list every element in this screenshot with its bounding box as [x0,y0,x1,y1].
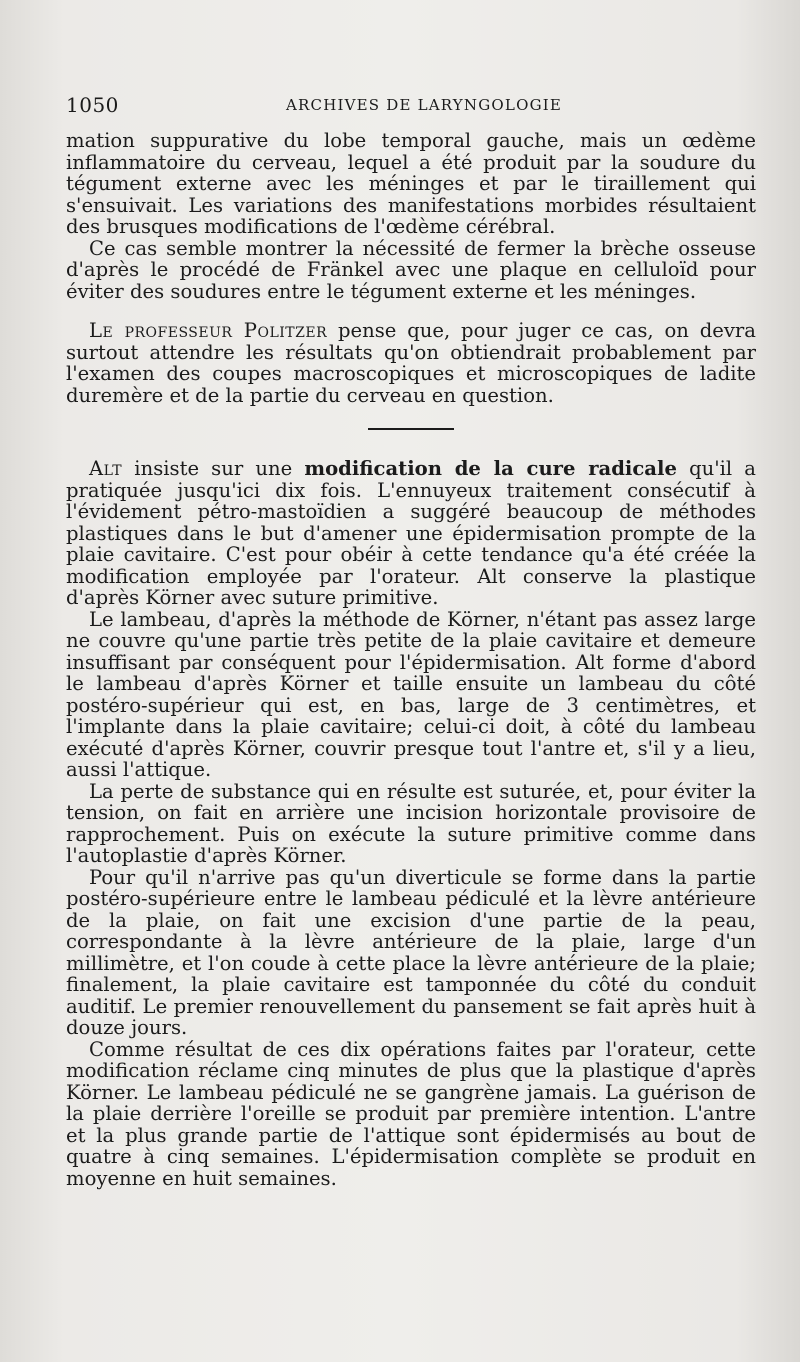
paragraph-1: mation suppurative du lobe temporal gauche, mais un œdème inflammatoire du cerveau, lequel a été produit par la soudure du tégument externe avec les méninges et par le tiraillement qui s'ensuivait. Les variations des manifestations morbides résultaient des brusques modifications de l'œdème cérébral. [66,129,756,238]
paragraph-4-text-b: qu'il a pratiquée jusqu'ici dix fois. L'ennuyeux traitement consécutif à l'évidement pétro-mastoïdien a suggéré beaucoup de méthodes plastiques dans le but d'amener une épidermisation prompte de la plaie cavitaire. C'est pour obéir à cette tendance qu'a été créée la modification employée par l'orateur. Alt conserve la plastique d'après Körner avec suture primitive. [66,457,756,609]
body-text [66,130,756,1189]
speaker-name-alt: Alt [89,457,123,480]
paragraph-2: Ce cas semble montrer la nécessité de fermer la brèche osseuse d'après le procédé de Fränkel avec une plaque en celluloïd pour éviter des soudures entre le tégument externe et les méninges. [66,236,756,303]
paragraph-6: La perte de substance qui en résulte est suturée, et, pour éviter la tension, on fait en arrière une incision horizontale provisoire de rapprochement. Puis on exécute la suture primitive comme dans l'autoplastie d'après Körner. [66,779,756,867]
paragraph-3 [66,320,756,406]
paragraph-4-emphasis: modification de la cure radicale [304,457,677,480]
speaker-name-politzer: Le professeur Politzer [89,319,328,342]
paragraph-3-text: pense que, pour juger ce cas, on devra surtout attendre les résultats qu'on obtiendrait probablement par l'examen des coupes macroscopiques et microscopiques de ladite duremère et de la partie du cerveau en question. [66,319,756,407]
paragraph-5: Le lambeau, d'après la méthode de Körner, n'étant pas assez large ne couvre qu'une partie très petite de la plaie cavitaire et demeure insuffisant par conséquent pour l'épidermisation. Alt forme d'abord le lambeau d'après Körner et taille ensuite un lambeau du côté postéro-supérieur qui est, en bas, large de 3 centimètres, et l'implante dans la plaie cavitaire; celui-ci doit, à côté du lambeau exécuté d'après Körner, couvrir presque tout l'antre et, s'il y a lieu, aussi l'attique. [66,607,756,781]
section-divider [368,428,454,430]
page-header [66,93,756,119]
paragraph-4 [66,458,756,609]
running-head: ARCHIVES DE LARYNGOLOGIE [286,96,563,114]
paragraph-4-text-a: insiste sur une [122,457,305,480]
paragraph-8: Comme résultat de ces dix opérations faites par l'orateur, cette modification réclame cinq minutes de plus que la plastique d'après Körner. Le lambeau pédiculé ne se gangrène jamais. La guérison de la plaie derrière l'oreille se produit par première intention. L'antre et la plus grande partie de l'attique sont épidermisés au bout de quatre à cinq semaines. L'épidermisation complète se produit en moyenne en huit semaines. [66,1037,756,1190]
paragraph-7: Pour qu'il n'arrive pas qu'un diverticule se forme dans la partie postéro-supérieure entre le lambeau pédiculé et la lèvre antérieure de la plaie, on fait une excision d'une partie de la peau, correspondante à la lèvre antérieure de la plaie, large d'un millimètre, et l'on coude à cette place la lèvre antérieure de la plaie; finalement, la plaie cavitaire est tamponnée du côté du conduit auditif. Le premier renouvellement du pansement se fait après huit à douze jours. [66,865,756,1039]
page-number: 1050 [66,93,119,117]
